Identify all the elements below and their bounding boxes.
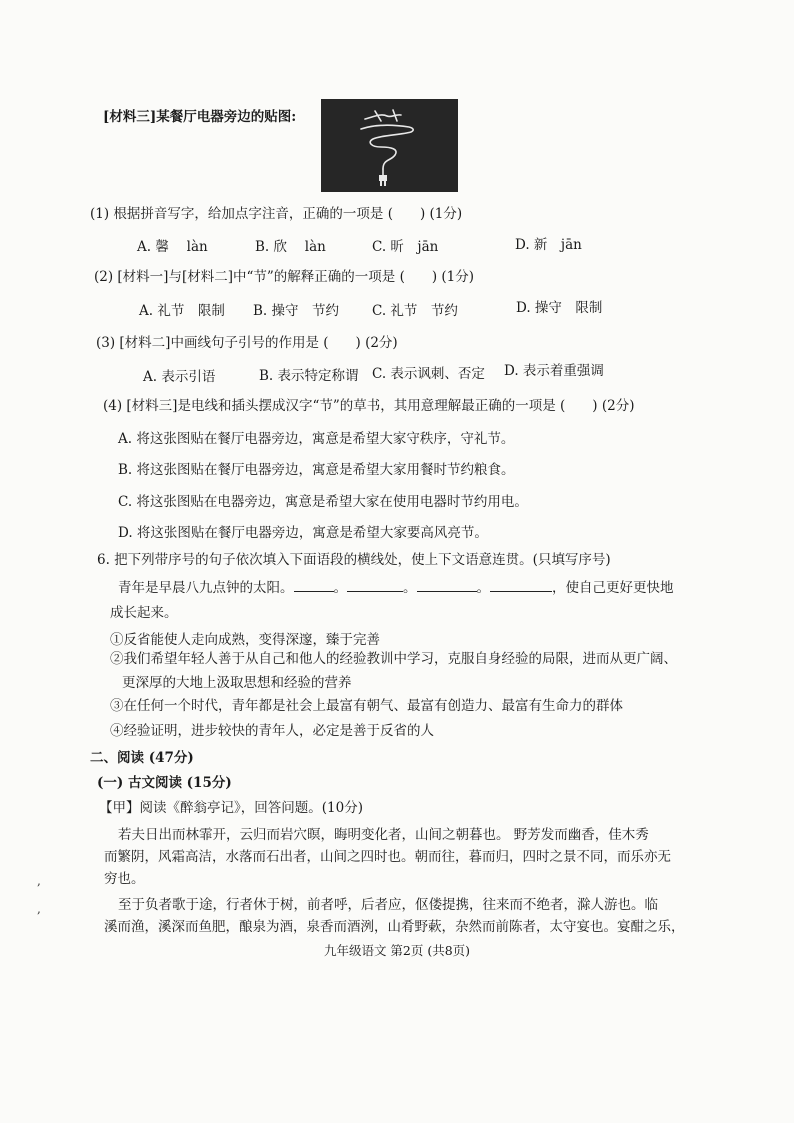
q1-option-d: D. 新 jān xyxy=(515,237,582,253)
q6-blank-3[interactable] xyxy=(417,577,477,592)
q3-option-b: B. 表示特定称谓 xyxy=(259,368,359,384)
q6-stem: 6. 把下列带序号的句子依次填入下面语段的横线处，使上下文语意连贯。(只填写序号) xyxy=(97,552,611,568)
q6-passage-start: 青年是早晨八九点钟的太阳。 xyxy=(118,580,294,596)
para1-line-3: 穷也。 xyxy=(104,871,145,887)
jia-heading: 【甲】阅读《醉翁亭记》，回答问题。(10分) xyxy=(99,800,363,816)
q6-sep-2: 。 xyxy=(403,580,417,596)
material3-label: [材料三]某餐厅电器旁边的贴图: xyxy=(103,109,297,125)
q6-passage xyxy=(118,577,674,597)
q1-option-b: B. 欣 làn xyxy=(255,239,326,255)
q4-stem: (4) [材料三]是电线和插头摆成汉字“节”的草书，其用意理解最正确的一项是 ( ) (2分) xyxy=(103,398,635,414)
section2-title: 二、阅读 (47分) xyxy=(90,750,194,766)
q4-option-c: C. 将这张图贴在电器旁边，寓意是希望大家在使用电器时节约用电。 xyxy=(118,494,528,510)
q2-stem: (2) [材料一]与[材料二]中“节”的解释正确的一项是 ( ) (1分) xyxy=(94,269,475,285)
q6-blank-1[interactable] xyxy=(294,577,334,592)
page-footer: 九年级语文 第2页 (共8页) xyxy=(323,943,471,958)
q6-blank-4[interactable] xyxy=(490,577,552,592)
q2-option-c: C. 礼节 节约 xyxy=(372,303,458,319)
q6-blank-2[interactable] xyxy=(347,577,403,592)
para1-line-2: 而繁阴，风霜高洁，水落而石出者，山间之四时也。朝而往，暮而归，四时之景不同，而乐亦无 xyxy=(104,849,671,865)
q6-item-3: ③在任何一个时代，青年都是社会上最富有朝气、最富有创造力、最富有生命力的群体 xyxy=(110,698,623,714)
q2-option-a: A. 礼节 限制 xyxy=(139,303,225,319)
q6-passage-end: ，使自己更好更快地 xyxy=(552,580,674,596)
q2-option-d: D. 操守 限制 xyxy=(516,300,603,316)
q3-stem: (3) [材料二]中画线句子引号的作用是 ( ) (2分) xyxy=(96,335,398,351)
q6-item-2: ②我们希望年轻人善于从自己和他人的经验教训中学习，克服自身经验的局限，进而从更广阔、 xyxy=(110,651,677,667)
q3-option-c: C. 表示讽刺、否定 xyxy=(372,366,485,382)
q6-sep-3: 。 xyxy=(476,580,490,596)
q4-option-b: B. 将这张图贴在餐厅电器旁边，寓意是希望大家用餐时节约粮食。 xyxy=(118,462,515,478)
q3-option-a: A. 表示引语 xyxy=(143,369,216,385)
para2-line-1: 至于负者歌于途，行者休于树，前者呼，后者应，伛偻提携，往来而不绝者，滁人游也。临 xyxy=(118,897,658,913)
cord-plug-jie-icon xyxy=(321,99,458,192)
q1-option-a: A. 馨 làn xyxy=(137,239,208,255)
q6-item-1: ①反省能使人走向成熟，变得深邃，臻于完善 xyxy=(110,632,380,648)
q1-stem: (1) 根据拼音写字，给加点字注音，正确的一项是 ( ) (1分) xyxy=(90,206,463,222)
q2-option-b: B. 操守 节约 xyxy=(253,303,340,319)
para1-line-1: 若夫日出而林霏开，云归而岩穴暝，晦明变化者，山间之朝暮也。 野芳发而幽香，佳木秀 xyxy=(118,827,649,843)
margin-mark-2: , xyxy=(37,902,41,916)
q4-option-a: A. 将这张图贴在餐厅电器旁边，寓意是希望大家守秩序，守礼节。 xyxy=(118,431,515,447)
q3-option-d: D. 表示着重强调 xyxy=(504,363,604,379)
q6-passage-end2: 成长起来。 xyxy=(110,605,178,621)
q6-item-2-cont: 更深厚的大地上汲取思想和经验的营养 xyxy=(122,675,352,691)
q6-sep-1: 。 xyxy=(333,580,347,596)
margin-mark: , xyxy=(37,874,41,888)
material3-image xyxy=(321,99,458,192)
section2-subtitle: (一) 古文阅读 (15分) xyxy=(97,775,232,791)
q1-option-c: C. 昕 jān xyxy=(372,239,439,255)
q6-item-4: ④经验证明，进步较快的青年人，必定是善于反省的人 xyxy=(110,723,434,739)
para2-line-2: 溪而渔，溪深而鱼肥，酿泉为酒，泉香而酒洌，山肴野蔌，杂然而前陈者，太守宴也。宴酣之乐， xyxy=(104,919,685,935)
q4-option-d: D. 将这张图贴在餐厅电器旁边，寓意是希望大家要高风亮节。 xyxy=(118,525,488,541)
